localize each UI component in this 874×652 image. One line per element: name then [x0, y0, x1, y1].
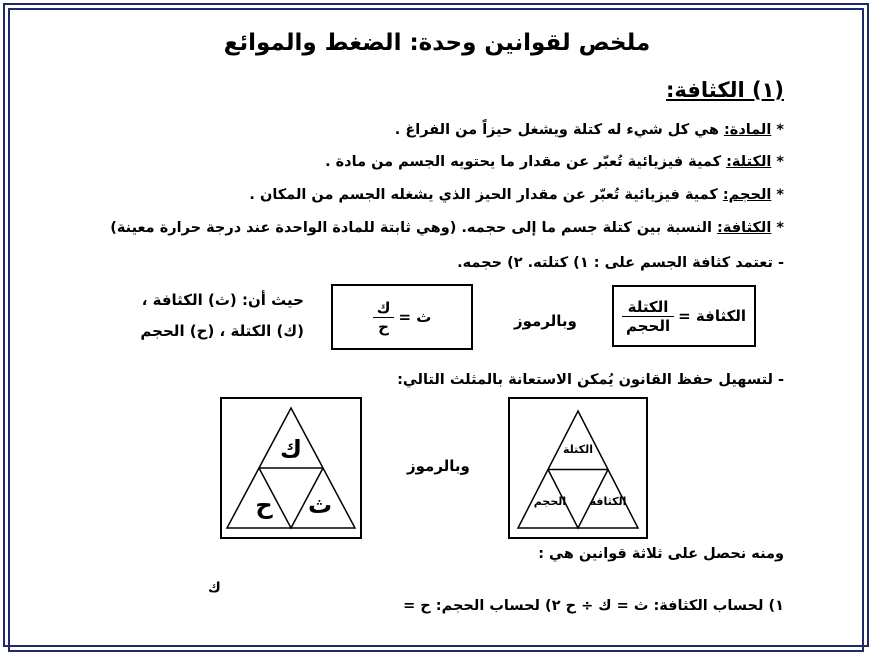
- formula-symbols-box: [331, 284, 473, 350]
- formula-words-fraction: [622, 298, 674, 335]
- formula-symbols-numerator: ك: [373, 299, 395, 318]
- formula-words-numerator: الكتلة: [622, 298, 674, 317]
- triangle-symbols-top: ك: [280, 435, 302, 463]
- three-laws-intro: ومنه نحصل على ثلاثة قوانين هي :: [538, 546, 784, 562]
- definition-text: كمية فيزيائية تُعبّر عن مقدار ما يحتويه الجسم من مادة .: [325, 154, 727, 170]
- formula-words-box: [612, 285, 756, 347]
- triangle-intro: - لتسهيل حفظ القانون يُمكن الاستعانة بالمثلث التالي:: [397, 372, 784, 388]
- definition-volume: * الحجم: كمية فيزيائية تُعبّر عن مقدار الحيز الذي يشغله الجسم من المكان .: [249, 187, 784, 203]
- definition-density: * الكثافة: النسبة بين كتلة جسم ما إلى حجمه. (وهي ثابتة للمادة الواحدة عند درجة حرارة معينة): [110, 220, 784, 236]
- formula-symbols-lhs: ث =: [398, 308, 432, 326]
- definition-mass: * الكتلة: كمية فيزيائية تُعبّر عن مقدار ما يحتويه الجسم من مادة .: [325, 154, 784, 170]
- triangle-symbols-label: وبالرموز: [407, 457, 470, 475]
- symbols-label: وبالرموز: [514, 312, 577, 330]
- definition-term: الكثافة:: [717, 220, 772, 236]
- definition-text: هي كل شيء له كتلة ويشغل حيزاً من الفراغ .: [394, 122, 724, 138]
- definition-matter: * المادة: هي كل شيء له كتلة ويشغل حيزاً من الفراغ .: [394, 122, 784, 138]
- formula-symbols-fraction: [373, 299, 395, 336]
- triangle-words-bottom-left: الحجم: [533, 495, 567, 508]
- where-line-2: (ك) الكتلة ، (ح) الحجم: [140, 322, 304, 340]
- formula-words-denominator: الحجم: [625, 316, 671, 335]
- definition-text: النسبة بين كتلة جسم ما إلى حجمه. (وهي ثابتة للمادة الواحدة عند درجة حرارة معينة): [110, 220, 718, 236]
- triangle-words-frame: [509, 398, 647, 538]
- definition-term: المادة:: [723, 122, 772, 138]
- triangle-symbols-bottom-right: ث: [307, 491, 333, 519]
- laws-line: ١) لحساب الكثافة: ث = ك ÷ ح ٢) لحساب الحجم: ح =: [403, 598, 784, 614]
- density-depends-line: - تعتمد كثافة الجسم على : ١) كتلته. ٢) حجمه.: [457, 255, 784, 271]
- triangle-words-bottom-right: الكثافة: [589, 495, 627, 508]
- section-heading-density: (١) الكثافة:: [666, 78, 784, 102]
- where-line-1: حيث أن: (ث) الكثافة ،: [141, 291, 304, 309]
- page-title: ملخص لقوانين وحدة: الضغط والموائع: [223, 30, 651, 56]
- triangle-symbols-bottom-left: ح: [255, 491, 273, 519]
- formula-symbols-denominator: ح: [378, 317, 389, 336]
- density-triangle-symbols: [220, 397, 362, 539]
- laws-fraction-numerator: ك: [208, 580, 221, 596]
- triangle-words-top: الكتلة: [563, 443, 593, 456]
- formula-words-lhs: الكثافة =: [678, 307, 747, 325]
- definition-text: كمية فيزيائية تُعبّر عن مقدار الحيز الذي يشغله الجسم من المكان .: [249, 187, 723, 203]
- density-triangle-words: [508, 397, 648, 539]
- definition-term: الحجم:: [722, 187, 772, 203]
- definition-term: الكتلة:: [726, 154, 772, 170]
